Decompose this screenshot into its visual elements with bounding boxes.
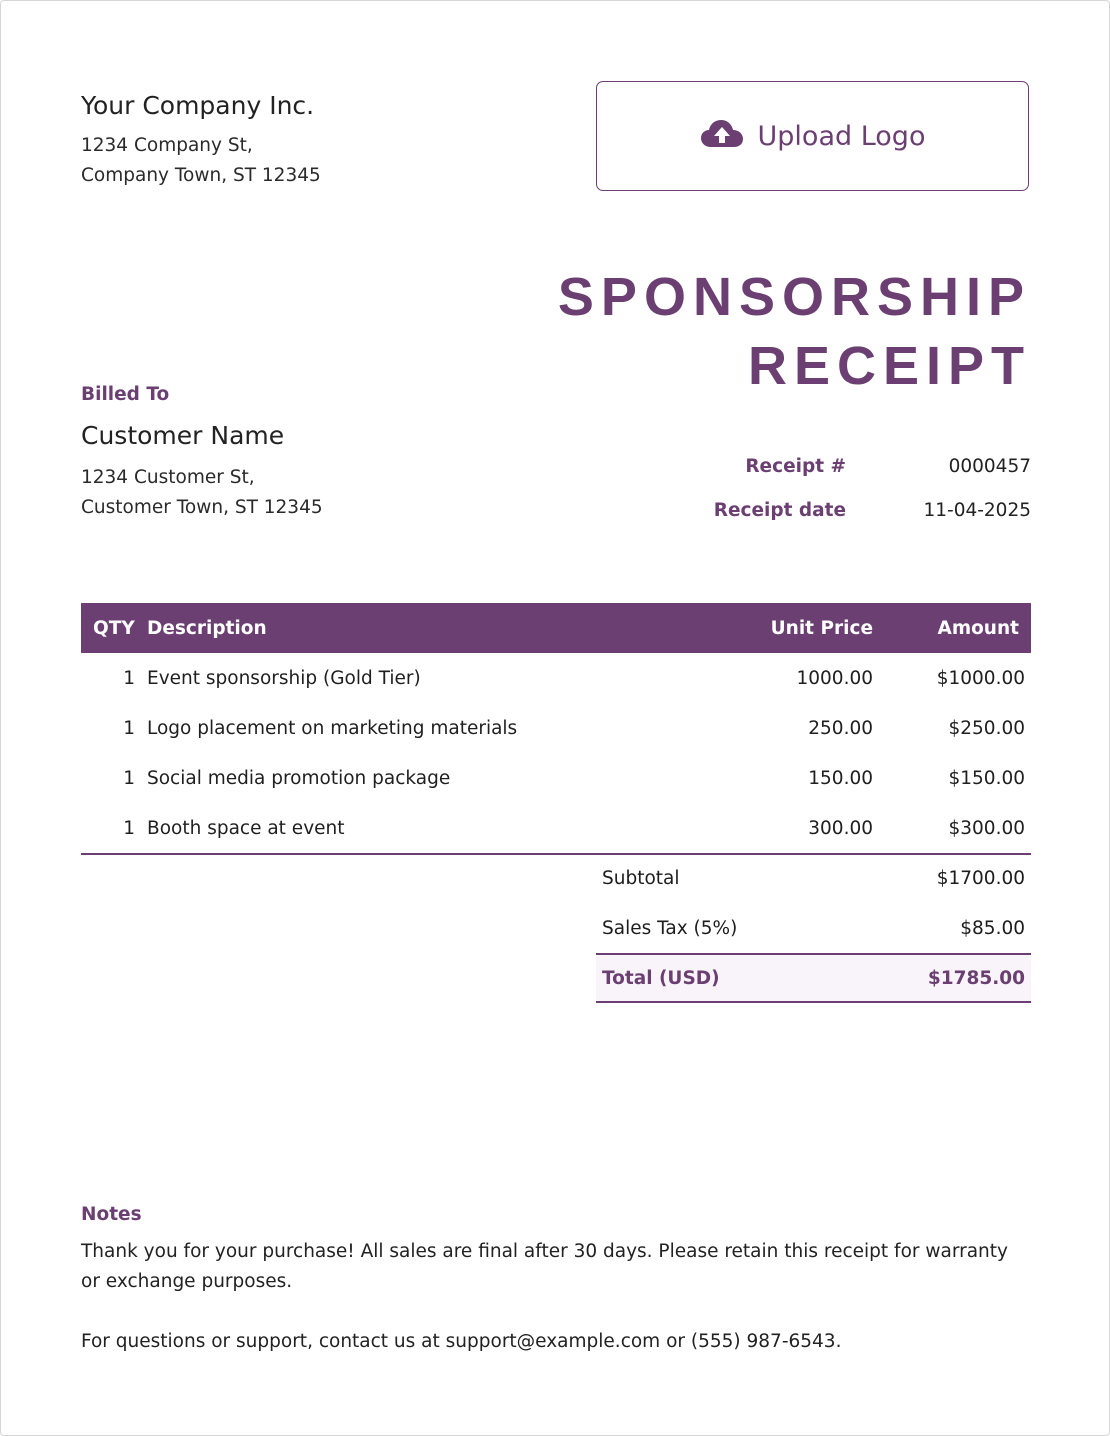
row-qty: 1	[81, 803, 135, 854]
table-row	[81, 703, 1031, 753]
cloud-upload-icon	[700, 119, 744, 153]
notes-label: Notes	[81, 1204, 142, 1225]
totals-table	[596, 853, 1031, 1003]
total-value: $1785.00	[846, 954, 1031, 1002]
row-unit-price: 1000.00	[796, 667, 873, 689]
company-name: Your Company Inc.	[81, 91, 315, 120]
company-address-line1: 1234 Company St,	[81, 135, 253, 156]
customer-address-line2: Customer Town, ST 12345	[81, 497, 323, 518]
header-qty: QTY	[93, 617, 135, 639]
table-header-row	[81, 603, 1031, 653]
subtotal-label: Subtotal	[602, 867, 680, 889]
subtotal-value: $1700.00	[936, 867, 1025, 889]
row-unit-price: 150.00	[808, 767, 873, 789]
title-line1: SPONSORSHIP	[557, 267, 1031, 327]
row-description: Social media promotion package	[147, 767, 451, 789]
row-amount: $1000.00	[936, 667, 1025, 689]
total-row	[596, 954, 1031, 1002]
table-row	[81, 753, 1031, 803]
company-address-line2: Company Town, ST 12345	[81, 165, 321, 186]
table-row	[81, 653, 1031, 703]
subtotal-row	[596, 853, 1031, 903]
row-qty: 1	[123, 667, 135, 689]
row-description: Booth space at event	[135, 803, 711, 854]
row-qty: 1	[123, 717, 135, 739]
row-qty: 1	[123, 767, 135, 789]
document-title	[558, 263, 1031, 401]
row-description: Logo placement on marketing materials	[147, 717, 518, 739]
row-amount: $150.00	[948, 767, 1025, 789]
row-description: Event sponsorship (Gold Tier)	[147, 667, 421, 689]
receipt-date-label: Receipt date	[713, 500, 846, 521]
company-address	[81, 131, 321, 191]
receipt-number: 0000457	[948, 456, 1031, 477]
notes-text: Thank you for your purchase! All sales are final after 30 days. Please retain this receipt for warranty or exchange purposes.	[81, 1241, 1008, 1292]
tax-row	[596, 903, 1031, 954]
customer-address-line1: 1234 Customer St,	[81, 467, 255, 488]
customer-name: Customer Name	[81, 421, 285, 450]
total-label: Total (USD)	[596, 954, 846, 1002]
title-line2: RECEIPT	[747, 336, 1031, 396]
tax-value: $85.00	[960, 917, 1025, 939]
row-unit-price: 250.00	[808, 717, 873, 739]
header-description: Description	[147, 617, 267, 639]
upload-logo-label: Upload Logo	[757, 120, 926, 152]
notes-contact: For questions or support, contact us at support@example.com or (555) 987-6543.	[81, 1331, 842, 1352]
tax-label: Sales Tax (5%)	[602, 917, 738, 939]
upload-logo-button[interactable]	[596, 81, 1029, 191]
table-row	[81, 803, 1031, 854]
receipt-number-label: Receipt #	[745, 456, 846, 477]
row-amount: $300.00	[885, 803, 1031, 854]
header-amount: Amount	[937, 617, 1019, 639]
line-items-table	[81, 603, 1031, 855]
customer-address	[81, 463, 323, 523]
row-unit-price: 300.00	[711, 803, 885, 854]
billed-to-label: Billed To	[81, 384, 170, 405]
row-amount: $250.00	[948, 717, 1025, 739]
receipt-date: 11-04-2025	[923, 500, 1031, 521]
header-unit-price: Unit Price	[770, 617, 873, 639]
